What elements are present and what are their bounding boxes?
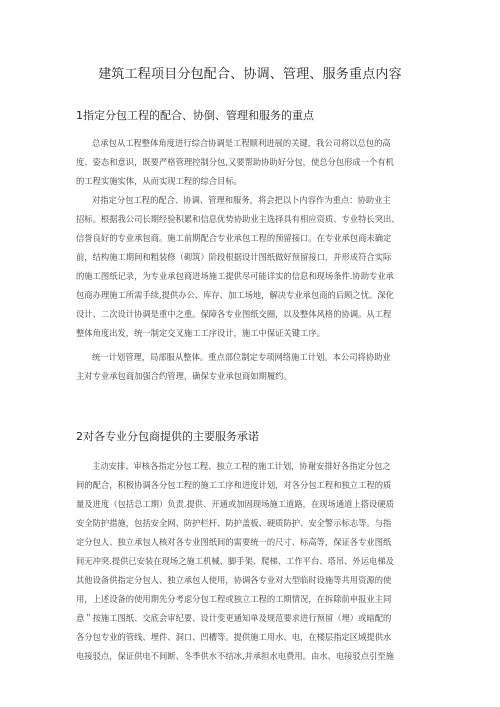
- section-1-heading: 1指定分包工程的配合、协倒、管理和服务的重点: [76, 109, 314, 122]
- paragraph-line: 其他设备供指定分包人、独立承包人使用，协调各专业对大型临时设施等共用资源的使: [76, 575, 392, 585]
- paragraph-line: 意＂按施工图纸、交底会审纪要、设计变更通知单及规范要求进行预留（埋）或暗配的: [76, 613, 392, 623]
- paragraph-line: 包商办理施工所需手续,提供办公、库存、加工场地，解决专业承包商的后顾之忧。深化: [76, 290, 394, 300]
- paragraph-line: 的工程实施实体，从而实现工程的综合目标。: [76, 176, 242, 186]
- paragraph-line: 信誉良好的专业承包商。施工前期配合专业承包工程的预留接口。在专业承包商未确定: [76, 233, 392, 243]
- paragraph-line: 用，上述设备的使用期先分考虑分包工程或独立工程的工期情况，在拆除前申报业主同: [76, 594, 392, 604]
- section-2-heading: 2对各专业分包商提供的主要服务承诺: [76, 430, 259, 443]
- paragraph-line: 间无冲突.提供已安装在现场之施工机械、脚手架、爬梯、工作平台、塔吊、外运电梯及: [76, 556, 394, 566]
- paragraph-line: 间的配合，积极协调各分包工程的施工工序和进度计划，对各分包工程和独立工程的质: [76, 480, 392, 490]
- paragraph-line: 前，结构施工期间和粗装修（砌筑）阶段根据设计图纸做好预留接口，并形成符合实际: [76, 252, 392, 262]
- paragraph-line: 的施工图纸记录，为专业承包商进场施工提供尽可能详实的信息和现场条件.协助专业承: [76, 271, 394, 281]
- paragraph-line: 度、姿态和意识，既要严格管理控制分包,又要帮助协助好分包，使总分包形成一个有机: [76, 157, 394, 167]
- paragraph-line: 招标。根据我公司长期经验积累和信息优势协助业主选择具有相应资质、专业特长突出、: [76, 214, 400, 224]
- paragraph-line: 安全防护措施，包括安全网、防护栏杆、防护盖板、硬质防护、安全警示标志等。与指: [76, 518, 392, 528]
- paragraph-line: 各分包专业的管线、埋件、洞口、凹槽等。提供施工用水、电，在楼层指定区域提供水: [76, 632, 392, 642]
- paragraph-line: 对指定分包工程的配合、协调、管理和服务，将会把以卜内容作为重点：协助业主: [92, 195, 391, 205]
- paragraph-line: 量及进度（包括总工期）负责.提供、开通或加固现场施工道路，在现场通道上搭设硬质: [76, 499, 394, 509]
- paragraph-line: 统一计划管理，局部服从整体。重点部位制定专项网络施工计划。本公司将协助业: [92, 352, 391, 362]
- paragraph-line: 总承包从工程整体角度进行综合协调是工程顺利进展的关键，我公司将以总包的高: [92, 138, 391, 148]
- paragraph-line: 整体角度出发，统一制定交叉施工工序设计，施工中保证关键工序。: [76, 328, 325, 338]
- document-title: 建筑工程项目分包配合、协调、管理、服务重点内容: [98, 67, 402, 82]
- paragraph-line: 设计、二次设计协调是重中之重。保障各专业图纸交圈，以及整体风格的协调。从工程: [76, 309, 392, 319]
- paragraph-line: 主动安排、审核各指定分包工程、独立工程的施工计划，协谢安排好各指定分包之: [92, 461, 391, 471]
- paragraph-line: 电接驳点，保证供电不间断、冬季供水不结冰,并承担水电费用。由水、电接驳点引至施: [76, 651, 394, 661]
- paragraph-line: 主对专业承包商加强合约管理，确保专业承包商如期履约。: [76, 371, 292, 381]
- paragraph-line: 定分包人、独立承包人核对各专业图纸间的需要统一的尺寸、标高等，保证各专业图纸: [76, 537, 392, 547]
